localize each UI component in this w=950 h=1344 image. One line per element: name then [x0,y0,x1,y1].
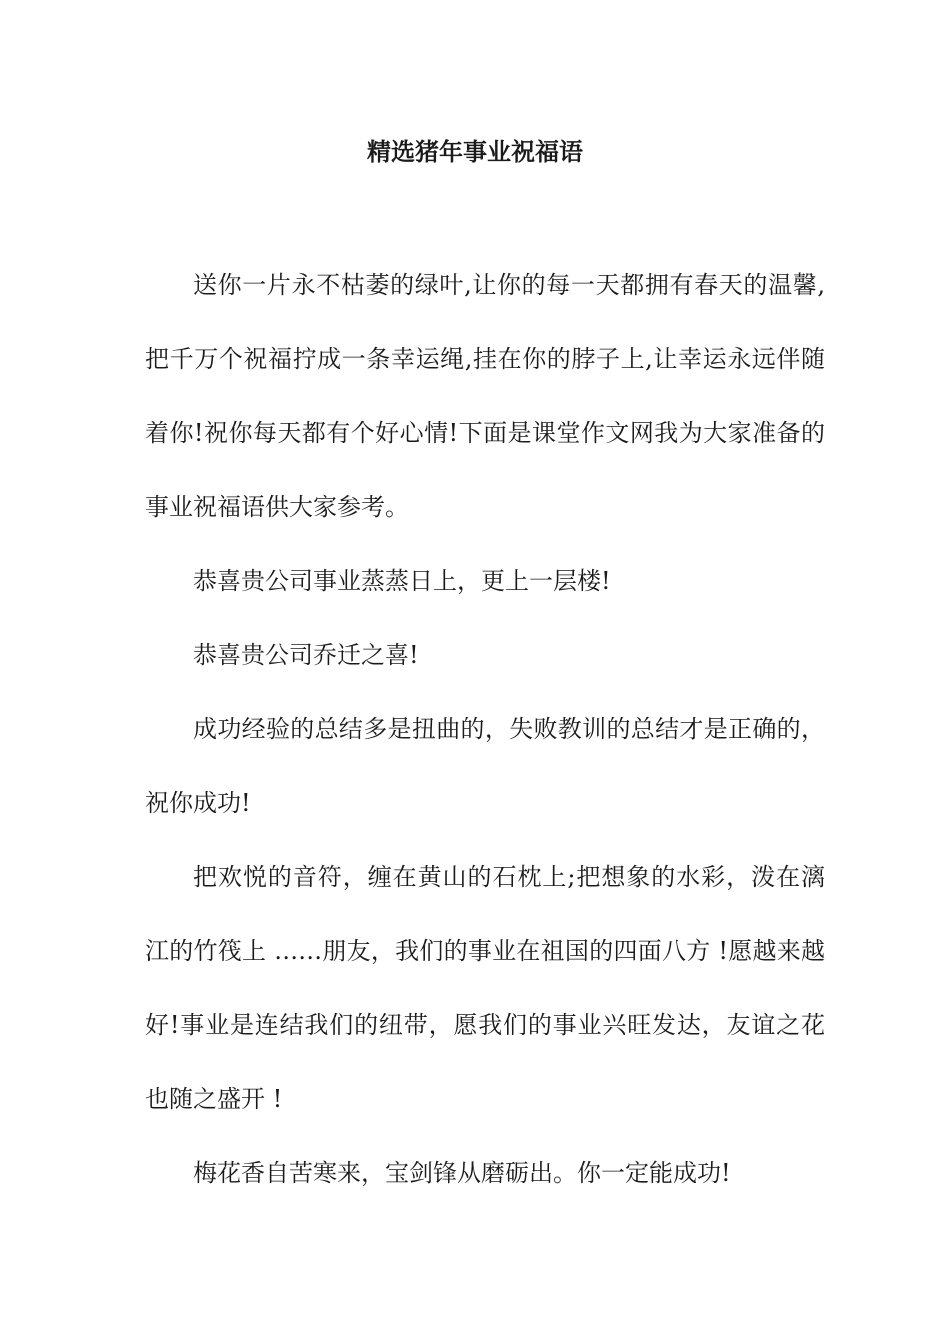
paragraph-wish-3: 成功经验的总结多是扭曲的，失败教训的总结才是正确的，祝你成功! [145,715,825,817]
paragraph-intro: 送你一片永不枯萎的绿叶,让你的每一天都拥有春天的温馨,把千万个祝福拧成一条幸运绳,挂在你的脖子上,让幸运永远伴随着你!祝你每天都有个好心情!下面是课堂作文网我为大家准备的事业祝福语供大家参考。 [145,271,825,521]
paragraph-wish-5: 梅花香自苦寒来，宝剑锋从磨砺出。你一定能成功! [193,1159,731,1187]
document-title: 精选猪年事业祝福语 [367,137,583,166]
paragraph-wish-1: 恭喜贵公司事业蒸蒸日上，更上一层楼! [193,567,611,595]
paragraph-wish-4: 把欢悦的音符，缠在黄山的石枕上;把想象的水彩，泼在漓江的竹筏上 ……朋友，我们的事业在祖国的四面八方 !愿越来越好!事业是连结我们的纽带，愿我们的事业兴旺发达，友谊之花也随之盛开 ! [145,863,825,1113]
document-body [145,248,825,1210]
paragraph-wish-2: 恭喜贵公司乔迁之喜! [193,641,419,669]
